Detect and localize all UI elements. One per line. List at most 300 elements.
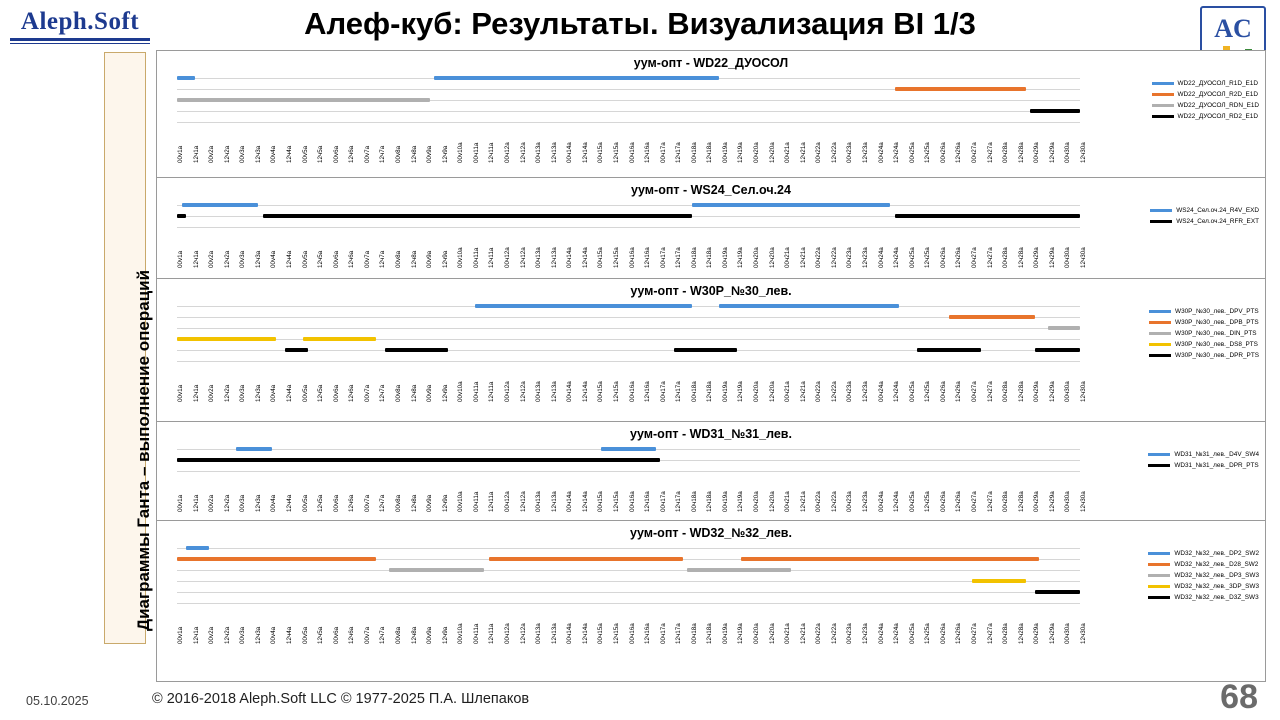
axis-tick-label: 12ч20а <box>768 381 776 402</box>
gantt-legend <box>1148 548 1259 603</box>
axis-tick-label: 00ч15а <box>597 142 605 163</box>
axis-tick-label: 00ч22а <box>815 491 823 512</box>
axis-tick-label: 00ч19а <box>721 491 729 512</box>
axis-tick-label: 00v2a <box>208 494 216 512</box>
axis-tick-label: 00ч23а <box>846 381 854 402</box>
axis-tick-label: 12ч22а <box>830 142 838 163</box>
gantt-bar[interactable] <box>177 458 660 462</box>
axis-tick-label: 00ч26а <box>939 142 947 163</box>
gantt-bar[interactable] <box>741 557 1039 561</box>
axis-tick-label: 12ч22а <box>830 381 838 402</box>
gantt-title: уум-опт - WD31_№31_лев. <box>630 427 792 441</box>
axis-tick-label: 12ч27а <box>986 381 994 402</box>
axis-tick-label: 00ч22а <box>815 381 823 402</box>
axis-tick-label: 00v9a <box>426 626 434 644</box>
axis-tick-label: 12ч17а <box>675 623 683 644</box>
gantt-gridline <box>177 592 1080 593</box>
axis-tick-label: 12ч18а <box>706 142 714 163</box>
gantt-bar[interactable] <box>475 304 692 308</box>
page-title: Алеф-куб: Результаты. Визуализация BI 1/3 <box>304 6 976 41</box>
axis-tick-label: 00ч17а <box>659 381 667 402</box>
legend-item[interactable] <box>1150 216 1259 227</box>
axis-tick-label: 00ч27а <box>971 623 979 644</box>
gantt-gridline <box>177 548 1080 549</box>
axis-tick-label: 00v3a <box>239 494 247 512</box>
gantt-bar[interactable] <box>917 348 980 352</box>
axis-tick-label: 00ч27а <box>971 142 979 163</box>
axis-tick-label: 12ч2а <box>223 626 231 644</box>
axis-tick-label: 00ч17а <box>659 491 667 512</box>
axis-tick-label: 12ч29а <box>1048 247 1056 268</box>
axis-tick-label: 12ч11а <box>488 491 496 512</box>
axis-tick-label: 00ч28а <box>1002 142 1010 163</box>
axis-tick-label: 12ч1а <box>192 494 200 512</box>
axis-tick-label: 00v2a <box>208 145 216 163</box>
axis-tick-label: 00ч26а <box>939 623 947 644</box>
gantt-bar[interactable] <box>949 315 1035 319</box>
axis-tick-label: 00v10a <box>457 142 465 163</box>
axis-tick-label: 12ч13а <box>550 623 558 644</box>
axis-tick-label: 00ч23а <box>846 247 854 268</box>
axis-tick-label: 12ч16а <box>644 381 652 402</box>
axis-tick-label: 00ч14а <box>566 142 574 163</box>
gantt-bar[interactable] <box>177 214 186 218</box>
gantt-bar[interactable] <box>177 98 430 102</box>
gantt-bar[interactable] <box>177 76 195 80</box>
axis-tick-label: 00v6a <box>332 250 340 268</box>
legend-label: W30P_№30_лев._DPR_PTS <box>1175 352 1259 359</box>
axis-tick-label: 00v6a <box>332 626 340 644</box>
axis-tick-label: 00ч14а <box>566 623 574 644</box>
axis-tick-label: 00ч24а <box>877 247 885 268</box>
axis-tick-label: 12ч2а <box>223 145 231 163</box>
axis-tick-label: 12ч22а <box>830 247 838 268</box>
axis-tick-label: 12ч4а <box>285 384 293 402</box>
gantt-bar[interactable] <box>895 214 1080 218</box>
axis-tick-label: 12ч17а <box>675 142 683 163</box>
gantt-plot-area <box>177 303 1080 364</box>
axis-tick-label: 12ч21а <box>799 247 807 268</box>
legend-label: WS24_Сел.оч.24_RFR_EXT <box>1176 218 1259 225</box>
axis-tick-label: 12ч8а <box>410 384 418 402</box>
axis-tick-label: 12ч6а <box>348 626 356 644</box>
axis-tick-label: 12ч12а <box>519 491 527 512</box>
axis-tick-label: 00ч20а <box>753 491 761 512</box>
axis-tick-label: 12ч25а <box>924 623 932 644</box>
legend-item[interactable] <box>1148 592 1259 603</box>
legend-label: WD22_ДУОСОЛ_RDN_E1D <box>1177 102 1259 109</box>
axis-tick-label: 12ч18а <box>706 247 714 268</box>
legend-label: WD22_ДУОСОЛ_RD2_E1D <box>1177 113 1258 120</box>
axis-tick-label: 00ч21а <box>784 623 792 644</box>
axis-tick-label: 00ч11а <box>472 381 480 402</box>
axis-tick-label: 00ч13а <box>535 142 543 163</box>
axis-tick-label: 12ч1а <box>192 145 200 163</box>
axis-tick-label: 12ч27а <box>986 623 994 644</box>
axis-tick-label: 00v2a <box>208 626 216 644</box>
axis-tick-label: 00v3a <box>239 145 247 163</box>
axis-tick-label: 00ч14а <box>566 381 574 402</box>
axis-tick-label: 12ч5а <box>317 250 325 268</box>
axis-tick-label: 12ч5а <box>317 494 325 512</box>
axis-tick-label: 12ч29а <box>1048 381 1056 402</box>
axis-tick-label: 00ч16а <box>628 247 636 268</box>
axis-tick-label: 00v1a <box>177 494 184 512</box>
axis-tick-label: 00ч29а <box>1033 247 1041 268</box>
gantt-plot-area <box>177 75 1080 125</box>
axis-tick-label: 12ч29а <box>1048 142 1056 163</box>
gantt-block <box>157 521 1265 681</box>
legend-label: WD32_№32_лев._DP2_SW2 <box>1174 550 1259 557</box>
axis-tick-label: 00ч18а <box>690 247 698 268</box>
axis-tick-label: 00ч23а <box>846 623 854 644</box>
axis-tick-label: 00ч20а <box>753 142 761 163</box>
gantt-bar[interactable] <box>385 348 448 352</box>
legend-item[interactable] <box>1149 350 1259 361</box>
axis-tick-label: 12ч18а <box>706 381 714 402</box>
axis-tick-label: 12ч15а <box>612 247 620 268</box>
gantt-title: уум-опт - W30P_№30_лев. <box>630 284 792 298</box>
axis-tick-label: 12ч21а <box>799 142 807 163</box>
legend-label: WD31_№31_лев._D4V_SW4 <box>1174 451 1259 458</box>
axis-tick-label: 00ч30а <box>1064 247 1072 268</box>
axis-tick-label: 12ч2а <box>223 250 231 268</box>
axis-tick-label: 00ч30а <box>1064 381 1072 402</box>
legend-item[interactable] <box>1148 460 1259 471</box>
axis-tick-label: 12ч11а <box>488 247 496 268</box>
axis-tick-label: 00ч25а <box>908 623 916 644</box>
legend-label: WD32_№32_лев._3DP_SW3 <box>1174 583 1259 590</box>
legend-item[interactable] <box>1149 339 1259 350</box>
axis-tick-label: 12ч16а <box>644 142 652 163</box>
axis-tick-label: 12ч6а <box>348 250 356 268</box>
axis-tick-label: 00ч13а <box>535 491 543 512</box>
gantt-gridline <box>177 570 1080 571</box>
axis-tick-label: 00v4a <box>270 494 278 512</box>
axis-tick-label: 12ч5а <box>317 384 325 402</box>
axis-tick-label: 12ч16а <box>644 491 652 512</box>
axis-tick-label: 00ч22а <box>815 623 823 644</box>
axis-tick-label: 00ч11а <box>472 247 480 268</box>
section-caption-label: Диаграммы Ганта – выполнение операций <box>134 269 153 631</box>
axis-tick-label: 00ч27а <box>971 491 979 512</box>
axis-tick-label: 12ч13а <box>550 142 558 163</box>
axis-tick-label: 00ч18а <box>690 491 698 512</box>
axis-tick-label: 00v2a <box>208 250 216 268</box>
legend-label: W30P_№30_лев._DPV_PTS <box>1175 308 1259 315</box>
gantt-legend <box>1148 449 1259 471</box>
gantt-bar[interactable] <box>1030 109 1080 113</box>
axis-tick-label: 12ч8а <box>410 626 418 644</box>
axis-tick-label: 00v6a <box>332 494 340 512</box>
axis-tick-label: 12ч5а <box>317 626 325 644</box>
brand-logo-rule <box>10 38 150 41</box>
gantt-gridline <box>177 111 1080 112</box>
axis-tick-label: 00v4a <box>270 626 278 644</box>
axis-tick-label: 12ч7а <box>379 250 387 268</box>
axis-tick-label: 12ч2а <box>223 494 231 512</box>
axis-tick-label: 00ч24а <box>877 491 885 512</box>
axis-tick-label: 12ч16а <box>644 247 652 268</box>
axis-tick-label: 00ч21а <box>784 142 792 163</box>
axis-tick-label: 00ч25а <box>908 491 916 512</box>
axis-tick-label: 00ч24а <box>877 623 885 644</box>
legend-item[interactable] <box>1148 581 1259 592</box>
brand-logo-text: Aleph.Soft <box>20 8 140 35</box>
axis-tick-label: 12ч3а <box>254 494 262 512</box>
gantt-bar[interactable] <box>263 214 692 218</box>
axis-tick-label: 00ч15а <box>597 247 605 268</box>
gantt-bar[interactable] <box>389 568 484 572</box>
axis-tick-label: 00v5a <box>301 384 309 402</box>
axis-tick-label: 12ч25а <box>924 491 932 512</box>
axis-tick-label: 12ч3а <box>254 145 262 163</box>
axis-tick-label: 00ч20а <box>753 381 761 402</box>
axis-tick-label: 00ч19а <box>721 142 729 163</box>
legend-label: WD32_№32_лев._D3Z_SW3 <box>1174 594 1259 601</box>
axis-tick-label: 12ч27а <box>986 491 994 512</box>
gantt-bar[interactable] <box>972 579 1026 583</box>
legend-swatch-icon <box>1152 104 1174 107</box>
gantt-x-axis <box>177 129 1087 175</box>
axis-tick-label: 00v9a <box>426 494 434 512</box>
axis-tick-label: 00ч29а <box>1033 381 1041 402</box>
axis-tick-label: 12ч30а <box>1080 491 1087 512</box>
axis-tick-label: 12ч19а <box>737 247 745 268</box>
axis-tick-label: 12ч11а <box>488 623 496 644</box>
gantt-bar[interactable] <box>687 568 791 572</box>
legend-swatch-icon <box>1149 332 1171 335</box>
axis-tick-label: 12ч18а <box>706 623 714 644</box>
axis-tick-label: 12ч25а <box>924 247 932 268</box>
legend-label: W30P_№30_лев._DS8_PTS <box>1175 341 1258 348</box>
axis-tick-label: 00v10a <box>457 381 465 402</box>
axis-tick-label: 00v6a <box>332 384 340 402</box>
gantt-title: уум-опт - WD22_ДУОСОЛ <box>633 56 789 70</box>
gantt-bar[interactable] <box>303 337 375 341</box>
axis-tick-label: 12ч11а <box>488 142 496 163</box>
axis-tick-label: 12ч22а <box>830 491 838 512</box>
axis-tick-label: 12ч1а <box>192 250 200 268</box>
axis-tick-label: 00ч26а <box>939 247 947 268</box>
axis-tick-label: 12ч11а <box>488 381 496 402</box>
axis-tick-label: 12ч14а <box>581 381 589 402</box>
gantt-bar[interactable] <box>719 304 900 308</box>
legend-swatch-icon <box>1149 321 1171 324</box>
axis-tick-label: 00v4a <box>270 250 278 268</box>
gantt-block <box>157 422 1265 521</box>
axis-tick-label: 00ч12а <box>503 142 511 163</box>
axis-tick-label: 00ч13а <box>535 247 543 268</box>
gantt-bar[interactable] <box>285 348 308 352</box>
axis-tick-label: 00ч29а <box>1033 491 1041 512</box>
axis-tick-label: 12ч30а <box>1080 142 1087 163</box>
axis-tick-label: 12ч19а <box>737 623 745 644</box>
gantt-charts-panel <box>156 50 1266 682</box>
legend-item[interactable] <box>1149 306 1259 317</box>
axis-tick-label: 00v1a <box>177 250 184 268</box>
gantt-gridline <box>177 471 1080 472</box>
axis-tick-label: 00v5a <box>301 145 309 163</box>
gantt-bar[interactable] <box>1035 590 1080 594</box>
axis-tick-label: 00ч15а <box>597 381 605 402</box>
gantt-bar[interactable] <box>895 87 1026 91</box>
axis-tick-label: 00ч14а <box>566 491 574 512</box>
axis-tick-label: 00ч12а <box>503 381 511 402</box>
axis-tick-label: 00v1a <box>177 626 184 644</box>
axis-tick-label: 00ч17а <box>659 142 667 163</box>
axis-tick-label: 12ч19а <box>737 381 745 402</box>
axis-tick-label: 12ч8а <box>410 250 418 268</box>
axis-tick-label: 00ч20а <box>753 247 761 268</box>
axis-tick-label: 00v7a <box>363 250 371 268</box>
axis-tick-label: 00ч30а <box>1064 623 1072 644</box>
axis-tick-label: 12ч26а <box>955 623 963 644</box>
emblem-letters: AC <box>1214 14 1252 43</box>
axis-tick-label: 12ч28а <box>1017 142 1025 163</box>
legend-item[interactable] <box>1148 570 1259 581</box>
gantt-gridline <box>177 361 1080 362</box>
axis-tick-label: 12ч25а <box>924 381 932 402</box>
axis-tick-label: 12ч4а <box>285 145 293 163</box>
axis-tick-label: 00ч13а <box>535 381 543 402</box>
gantt-gridline <box>177 205 1080 206</box>
legend-item[interactable] <box>1152 78 1259 89</box>
gantt-x-axis <box>177 368 1087 414</box>
gantt-bar[interactable] <box>601 447 655 451</box>
axis-tick-label: 12ч23а <box>862 491 870 512</box>
legend-item[interactable] <box>1148 559 1259 570</box>
axis-tick-label: 12ч9а <box>441 145 449 163</box>
gantt-bar[interactable] <box>1035 348 1080 352</box>
gantt-bar[interactable] <box>692 203 891 207</box>
axis-tick-label: 12ч28а <box>1017 623 1025 644</box>
axis-tick-label: 00ч30а <box>1064 142 1072 163</box>
axis-tick-label: 00ч17а <box>659 623 667 644</box>
gantt-gridline <box>177 603 1080 604</box>
axis-tick-label: 12ч15а <box>612 623 620 644</box>
axis-tick-label: 00ч17а <box>659 247 667 268</box>
legend-label: WD31_№31_лев._DPR_PTS <box>1174 462 1259 469</box>
legend-item[interactable] <box>1150 205 1259 216</box>
axis-tick-label: 00ч12а <box>503 623 511 644</box>
axis-tick-label: 12ч12а <box>519 247 527 268</box>
axis-tick-label: 12ч7а <box>379 384 387 402</box>
axis-tick-label: 00ч28а <box>1002 247 1010 268</box>
axis-tick-label: 12ч13а <box>550 491 558 512</box>
axis-tick-label: 12ч9а <box>441 384 449 402</box>
gantt-gridline <box>177 122 1080 123</box>
axis-tick-label: 00ч15а <box>597 623 605 644</box>
gantt-gridline <box>177 317 1080 318</box>
legend-item[interactable] <box>1149 328 1259 339</box>
legend-item[interactable] <box>1148 449 1259 460</box>
axis-tick-label: 00ч25а <box>908 381 916 402</box>
axis-tick-label: 00v4a <box>270 145 278 163</box>
axis-tick-label: 12ч8а <box>410 494 418 512</box>
axis-tick-label: 00v10a <box>457 247 465 268</box>
gantt-bar[interactable] <box>489 557 683 561</box>
axis-tick-label: 00v3a <box>239 626 247 644</box>
legend-swatch-icon <box>1148 563 1170 566</box>
legend-item[interactable] <box>1152 89 1259 100</box>
legend-swatch-icon <box>1148 552 1170 555</box>
legend-swatch-icon <box>1149 310 1171 313</box>
axis-tick-label: 12ч28а <box>1017 491 1025 512</box>
axis-tick-label: 12ч7а <box>379 626 387 644</box>
axis-tick-label: 00ч23а <box>846 491 854 512</box>
legend-item[interactable] <box>1149 317 1259 328</box>
axis-tick-label: 12ч29а <box>1048 491 1056 512</box>
brand-logo <box>10 8 150 44</box>
gantt-bar[interactable] <box>182 203 259 207</box>
axis-tick-label: 00v2a <box>208 384 216 402</box>
axis-tick-label: 12ч27а <box>986 142 994 163</box>
axis-tick-label: 00v10a <box>457 491 465 512</box>
gantt-bar[interactable] <box>236 447 272 451</box>
axis-tick-label: 00ч25а <box>908 247 916 268</box>
axis-tick-label: 00ч12а <box>503 247 511 268</box>
axis-tick-label: 12ч23а <box>862 142 870 163</box>
gantt-legend <box>1149 306 1259 361</box>
axis-tick-label: 12ч4а <box>285 250 293 268</box>
gantt-bar[interactable] <box>177 557 376 561</box>
axis-tick-label: 12ч24а <box>893 381 901 402</box>
axis-tick-label: 00ч15а <box>597 491 605 512</box>
axis-tick-label: 12ч15а <box>612 381 620 402</box>
page-number: 68 <box>1220 678 1258 716</box>
legend-swatch-icon <box>1148 585 1170 588</box>
legend-swatch-icon <box>1152 93 1174 96</box>
axis-tick-label: 12ч26а <box>955 142 963 163</box>
axis-tick-label: 12ч14а <box>581 247 589 268</box>
axis-tick-label: 12ч24а <box>893 142 901 163</box>
axis-tick-label: 12ч14а <box>581 491 589 512</box>
legend-item[interactable] <box>1148 548 1259 559</box>
gantt-bar[interactable] <box>177 337 276 341</box>
axis-tick-label: 12ч3а <box>254 384 262 402</box>
axis-tick-label: 00ч26а <box>939 491 947 512</box>
legend-swatch-icon <box>1149 354 1171 357</box>
axis-tick-label: 00v5a <box>301 250 309 268</box>
axis-tick-label: 12ч3а <box>254 626 262 644</box>
axis-tick-label: 00ч20а <box>753 623 761 644</box>
gantt-bar[interactable] <box>434 76 718 80</box>
axis-tick-label: 12ч21а <box>799 623 807 644</box>
footer-date: 05.10.2025 <box>26 694 89 708</box>
legend-item[interactable] <box>1152 100 1259 111</box>
gantt-bar[interactable] <box>674 348 737 352</box>
axis-tick-label: 00ч16а <box>628 623 636 644</box>
gantt-bar[interactable] <box>186 546 209 550</box>
axis-tick-label: 12ч18а <box>706 491 714 512</box>
axis-tick-label: 12ч26а <box>955 491 963 512</box>
axis-tick-label: 00v8a <box>394 250 402 268</box>
axis-tick-label: 12ч14а <box>581 623 589 644</box>
axis-tick-label: 12ч19а <box>737 491 745 512</box>
brand-logo-rule-thin <box>10 43 150 44</box>
axis-tick-label: 00v8a <box>394 494 402 512</box>
axis-tick-label: 00ч16а <box>628 491 636 512</box>
axis-tick-label: 00ч21а <box>784 247 792 268</box>
gantt-bar[interactable] <box>1048 326 1080 330</box>
axis-tick-label: 12ч1а <box>192 384 200 402</box>
axis-tick-label: 00ч28а <box>1002 381 1010 402</box>
legend-item[interactable] <box>1152 111 1259 122</box>
legend-label: WD22_ДУОСОЛ_R2D_E1D <box>1177 91 1258 98</box>
gantt-title: уум-опт - WS24_Сел.оч.24 <box>631 183 791 197</box>
axis-tick-label: 12ч25а <box>924 142 932 163</box>
